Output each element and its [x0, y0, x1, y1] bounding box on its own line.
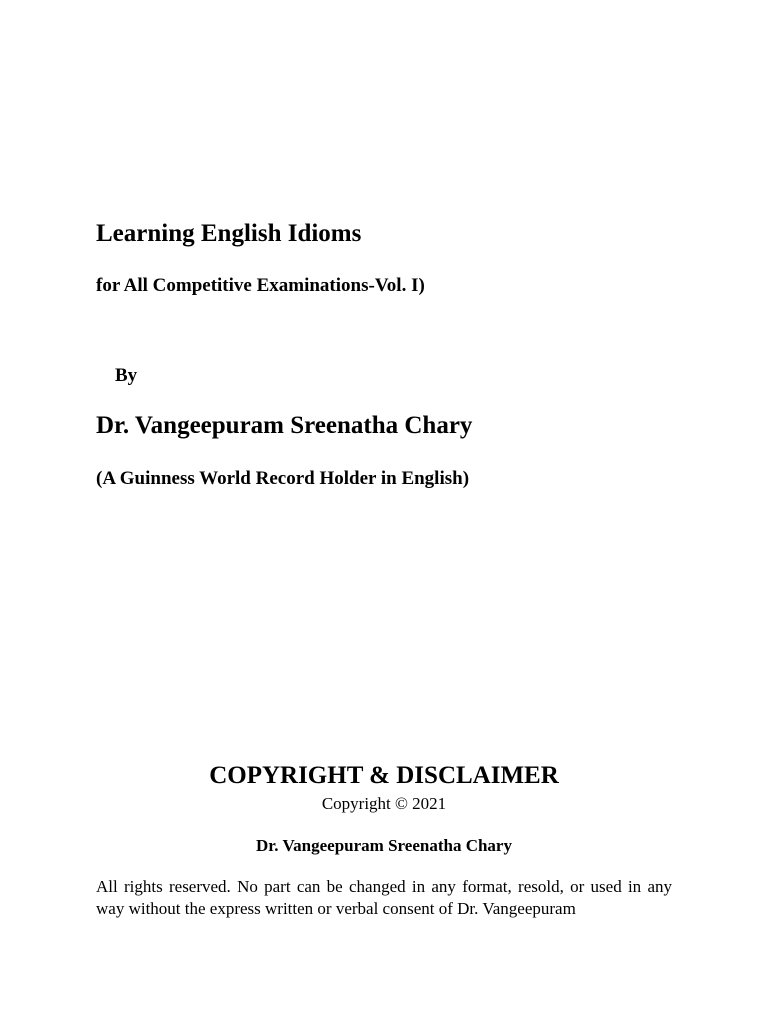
book-title: Learning English Idioms — [96, 220, 362, 247]
by-label: By — [115, 365, 138, 386]
copyright-line: Copyright © 2021 — [321, 794, 447, 813]
rights-text: All rights reserved. No part can be changed in any format, resold, or used in any way without the express written or verbal consent of Dr. Vangeepuram — [96, 877, 672, 918]
author-name: Dr. Vangeepuram Sreenatha Chary — [96, 412, 473, 439]
author-credential: (A Guinness World Record Holder in English) — [96, 468, 470, 489]
copyright-author: Dr. Vangeepuram Sreenatha Chary — [256, 836, 512, 855]
copyright-heading: COPYRIGHT & DISCLAIMER — [209, 762, 559, 789]
book-subtitle: for All Competitive Examinations-Vol. I) — [96, 275, 425, 296]
